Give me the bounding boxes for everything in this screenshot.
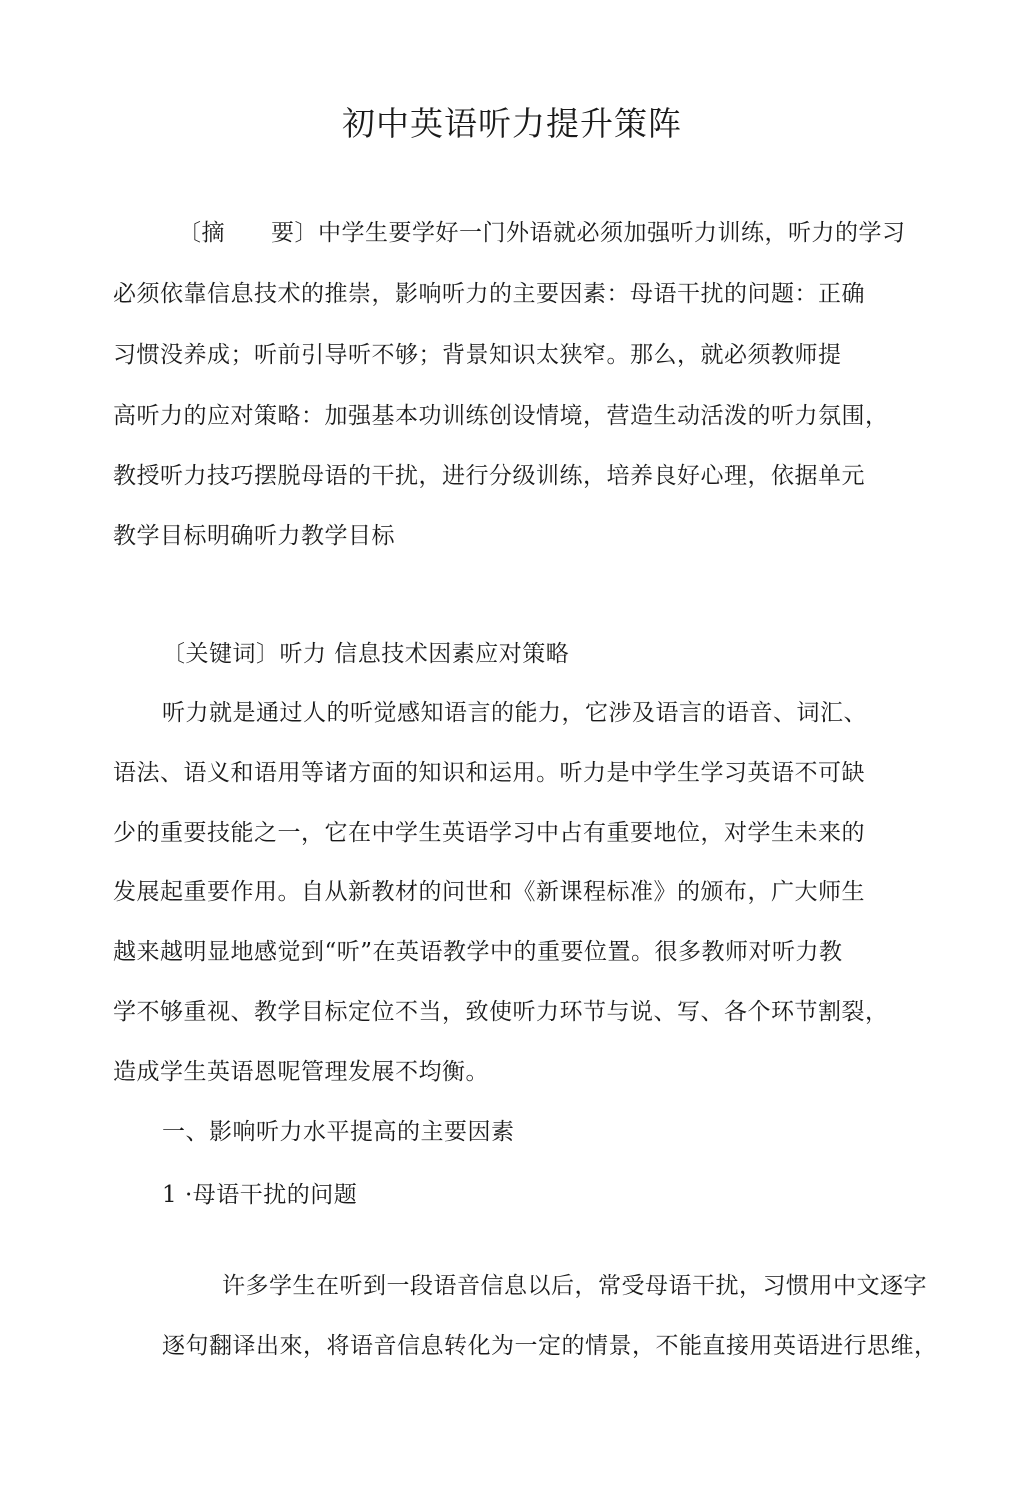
subsection-body-line: 逐句翻译出來，将语音信息转化为一定的情景，不能直接用英语进行思维， bbox=[162, 1333, 938, 1359]
body-line: 越来越明显地感觉到“听”在英语教学中的重要位置。很多教师对听力教 bbox=[113, 939, 843, 965]
abstract-line: 中学生要学好一门外语就必须加强听力训练，听力的学习 bbox=[318, 220, 906, 246]
abstract-label-close: 要〕 bbox=[271, 220, 318, 246]
subsection-body-line: 许多学生在听到一段语音信息以后，常受母语干扰，习惯用中文逐字 bbox=[222, 1273, 927, 1299]
abstract-line: 必须依靠信息技术的推崇，影响听力的主要因素：母语干扰的问题：正确 bbox=[113, 281, 865, 307]
body-line: 少的重要技能之一，它在中学生英语学习中占有重要地位，对学生未来的 bbox=[113, 820, 865, 846]
keywords-line: 〔关键词〕听力 信息技术因素应对策略 bbox=[162, 641, 570, 667]
body-line: 发展起重要作用。自从新教材的问世和《新课程标准》的颁布，广大师生 bbox=[113, 879, 865, 905]
body-line: 学不够重视、教学目标定位不当，致使听力环节与说、写、各个环节割裂， bbox=[113, 999, 889, 1025]
subsection-heading: 1 ·母语干扰的问题 bbox=[162, 1182, 358, 1208]
abstract-line: 教授听力技巧摆脱母语的干扰，进行分级训练，培养良好心理，依据单元 bbox=[113, 463, 865, 489]
body-line: 造成学生英语恩呢管理发展不均衡。 bbox=[113, 1059, 489, 1085]
document-title: 初中英语听力提升策阵 bbox=[342, 104, 682, 143]
abstract-label-open: 〔摘 bbox=[178, 220, 225, 246]
body-line: 语法、语义和语用等诸方面的知识和运用。听力是中学生学习英语不可缺 bbox=[113, 760, 865, 786]
abstract-line: 教学目标明确听力教学目标 bbox=[113, 523, 395, 549]
abstract-line: 高听力的应对策略：加强基本功训练创设情境，营造生动活泼的听力氛围， bbox=[113, 403, 889, 429]
section-heading: 一、影响听力水平提高的主要因素 bbox=[162, 1119, 515, 1145]
abstract-line: 习惯没养成；听前引导听不够；背景知识太狭窄。那么，就必须教师提 bbox=[113, 342, 842, 368]
body-line: 听力就是通过人的听觉感知语言的能力，它涉及语言的语音、词汇、 bbox=[162, 700, 867, 726]
abstract-first-line bbox=[178, 218, 906, 248]
